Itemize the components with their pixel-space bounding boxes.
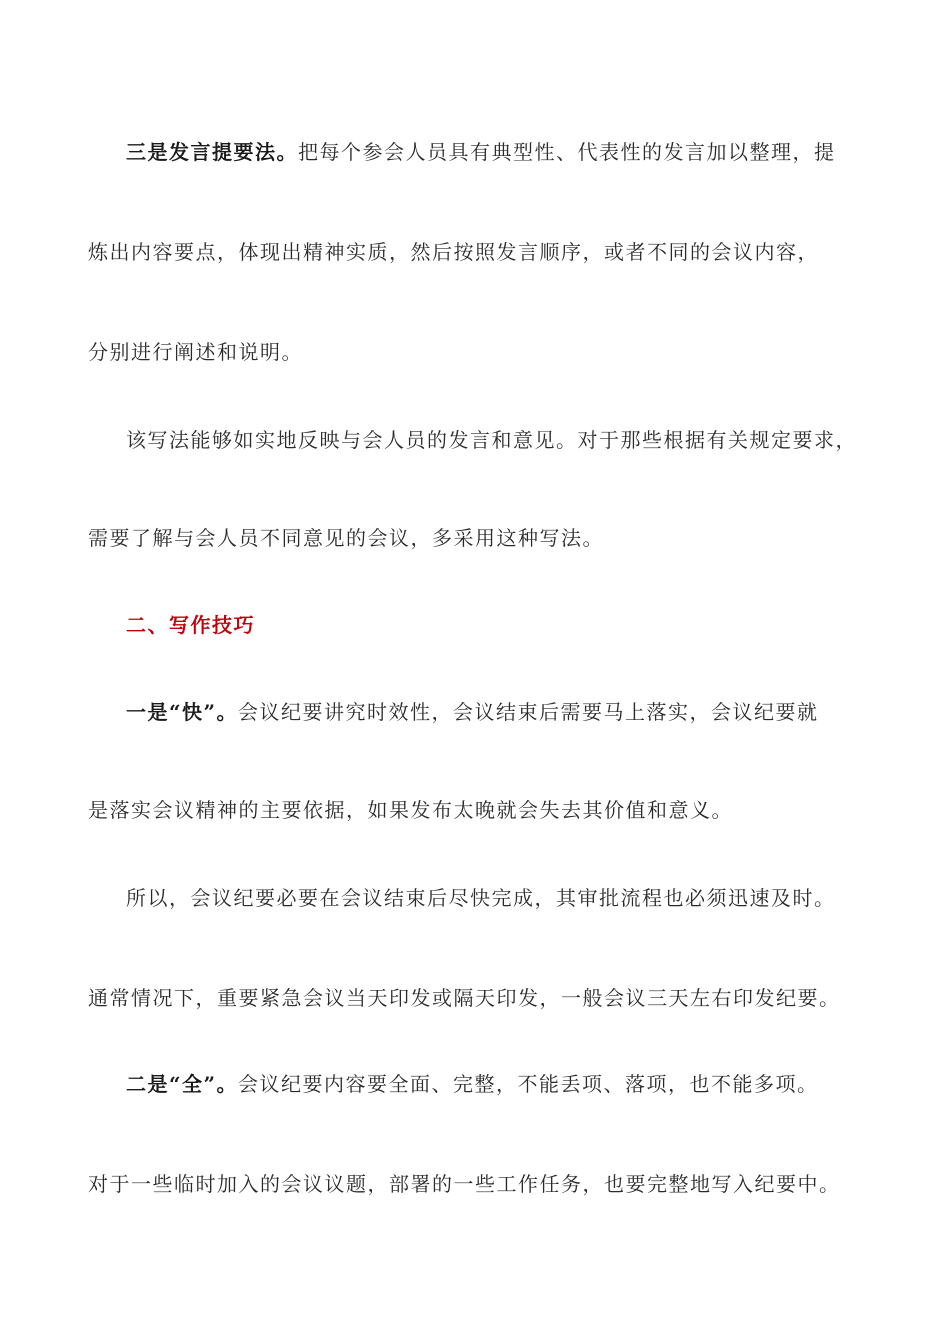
paragraph-1-line-1: [126, 138, 878, 166]
paragraph-3-line-2: 是落实会议精神的主要依据，如果发布太晚就会失去其价值和意义。: [88, 798, 733, 822]
paragraph-4-line-1: 所以，会议纪要必要在会议结束后尽快完成，其审批流程也必须迅速及时。: [126, 886, 836, 910]
paragraph-5-lead: 二是“全”。: [126, 1072, 239, 1096]
paragraph-5-line-1: [126, 1070, 878, 1098]
paragraph-1-text: 把每个参会人员具有典型性、代表性的发言加以整理，提: [298, 140, 836, 164]
paragraph-1-line-3: 分别进行阐述和说明。: [88, 340, 303, 364]
paragraph-3-lead: 一是“快”。: [126, 700, 239, 724]
paragraph-4-line-2: 通常情况下，重要紧急会议当天印发或隔天印发，一般会议三天左右印发纪要。: [88, 986, 841, 1010]
paragraph-1-lead: 三是发言提要法。: [126, 140, 298, 164]
paragraph-5-line-2: 对于一些临时加入的会议议题，部署的一些工作任务，也要完整地写入纪要中。: [88, 1172, 841, 1196]
paragraph-2-line-2: 需要了解与会人员不同意见的会议，多采用这种写法。: [88, 526, 604, 550]
paragraph-3-text: 会议纪要讲究时效性，会议结束后需要马上落实，会议纪要就: [238, 700, 819, 724]
paragraph-3-line-1: [126, 698, 878, 726]
paragraph-1-line-2: 炼出内容要点，体现出精神实质，然后按照发言顺序，或者不同的会议内容，: [88, 240, 819, 264]
section-heading: 二、写作技巧: [126, 613, 255, 637]
paragraph-5-text: 会议纪要内容要全面、完整，不能丢项、落项，也不能多项。: [238, 1072, 819, 1096]
paragraph-2-line-1: 该写法能够如实地反映与会人员的发言和意见。对于那些根据有关规定要求，: [126, 428, 857, 452]
